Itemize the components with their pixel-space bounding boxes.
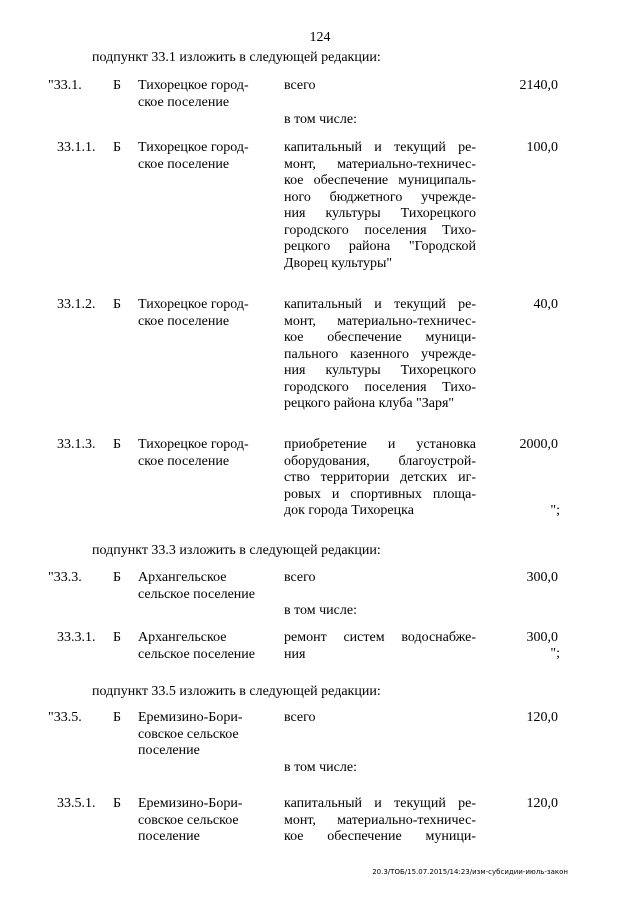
- row-recipient: Архангельское сельское поселение: [138, 630, 255, 662]
- row-description: всего: [284, 710, 316, 725]
- closing-quote: ";: [550, 646, 560, 661]
- row-category: Б: [113, 710, 122, 725]
- row-description: капитальный и текущий ре- монт, материально-техничес- кое обеспечение муници-: [284, 796, 476, 844]
- row-number: "33.5.: [48, 710, 82, 725]
- row-amount: 100,0: [526, 140, 558, 155]
- row-recipient: Тихорецкое город- ское поселение: [138, 78, 249, 110]
- row-recipient: Тихорецкое город- ское поселение: [138, 297, 249, 329]
- row-description: капитальный и текущий ре- монт, материально-техничес- кое обеспечение муници- пального казенного учрежде- ния культуры Тихорецкого городского поселения Тихо- рецкого района клуба "Заря": [284, 297, 476, 411]
- row-category: Б: [113, 570, 122, 585]
- section-intro-33-3: подпункт 33.3 изложить в следующей редакции:: [92, 543, 381, 558]
- row-amount: 300,0: [526, 570, 558, 585]
- row-amount: 40,0: [533, 297, 558, 312]
- row-description: приобретение и установка оборудования, благоустрой- ство территории детских иг- ровых и спортивных площа- док города Тихорецка: [284, 437, 476, 518]
- including-label: в том числе:: [284, 112, 357, 127]
- row-number: "33.3.: [48, 570, 82, 585]
- row-recipient: Тихорецкое город- ское поселение: [138, 437, 249, 469]
- row-number: "33.1.: [48, 78, 82, 93]
- row-description: всего: [284, 78, 316, 93]
- row-category: Б: [113, 297, 122, 312]
- row-recipient: Архангельское сельское поселение: [138, 570, 255, 602]
- including-label: в том числе:: [284, 760, 357, 775]
- row-amount: 120,0: [526, 710, 558, 725]
- row-number: 33.1.3.: [57, 437, 96, 452]
- section-intro-33-1: подпункт 33.1 изложить в следующей редакции:: [92, 50, 381, 65]
- row-amount: 120,0: [526, 796, 558, 811]
- row-category: Б: [113, 796, 122, 811]
- row-description: капитальный и текущий ре- монт, материально-техничес- кое обеспечение муниципаль- ного бюджетного учрежде- ния культуры Тихорецкого городского поселения Тихо- рецкого района "Городской Дворец культуры": [284, 140, 476, 271]
- row-category: Б: [113, 630, 122, 645]
- row-category: Б: [113, 140, 122, 155]
- footer-file-reference: 20.3/ТОБ/15.07.2015/14:23/изм-субсидии-июль-закон: [372, 868, 568, 876]
- row-amount: 2140,0: [519, 78, 558, 93]
- row-recipient: Еремизино-Бори- совское сельское поселение: [138, 796, 243, 844]
- row-number: 33.3.1.: [57, 630, 96, 645]
- row-category: Б: [113, 437, 122, 452]
- closing-quote: ";: [550, 503, 560, 518]
- page-number: 124: [309, 30, 331, 45]
- row-amount: 2000,0: [519, 437, 558, 452]
- row-description: всего: [284, 570, 316, 585]
- row-number: 33.5.1.: [57, 796, 96, 811]
- row-number: 33.1.1.: [57, 140, 96, 155]
- row-category: Б: [113, 78, 122, 93]
- row-amount: 300,0: [526, 630, 558, 645]
- row-recipient: Еремизино-Бори- совское сельское поселение: [138, 710, 243, 758]
- row-number: 33.1.2.: [57, 297, 96, 312]
- section-intro-33-5: подпункт 33.5 изложить в следующей редакции:: [92, 684, 381, 699]
- row-recipient: Тихорецкое город- ское поселение: [138, 140, 249, 172]
- row-description: ремонт систем водоснабже- ния: [284, 630, 476, 662]
- including-label: в том числе:: [284, 603, 357, 618]
